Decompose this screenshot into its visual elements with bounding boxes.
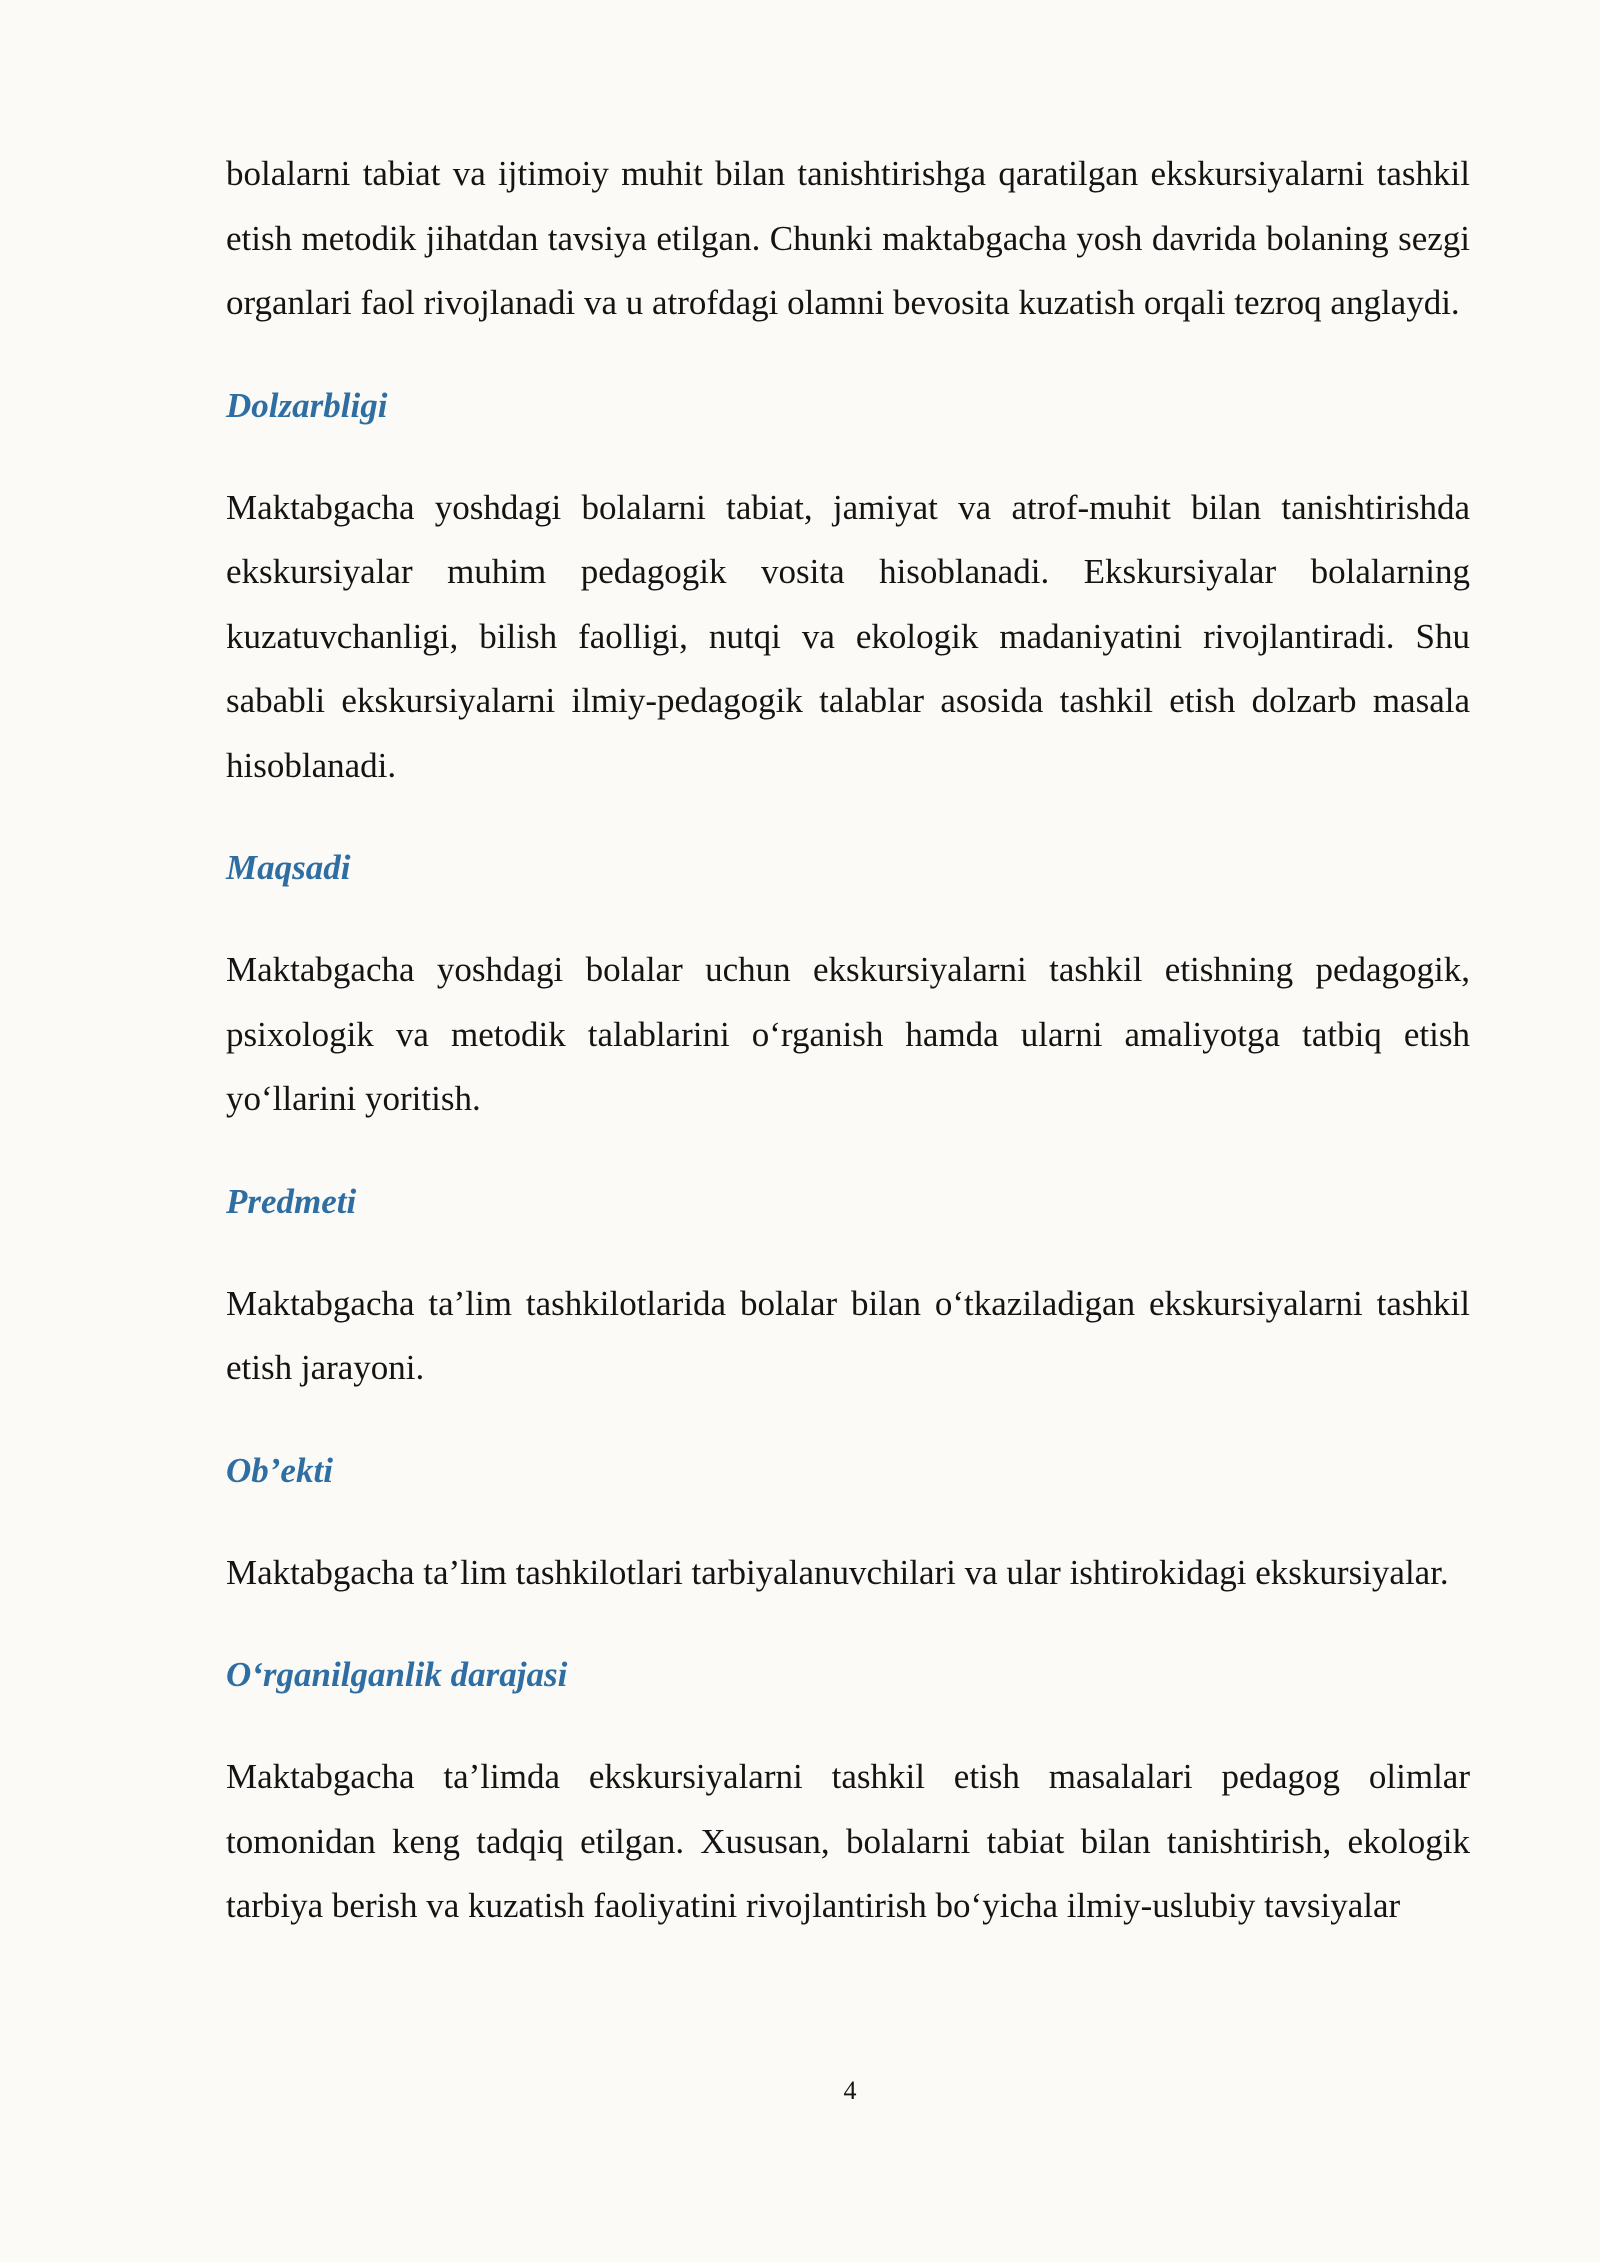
section-heading-organilganlik: O‘rganilganlik darajasi	[226, 1655, 568, 1694]
section-text-predmeti: Maktabgacha ta’lim tashkilotlarida bolalar bilan o‘tkaziladigan ekskursiyalarni tashkil etish jarayoni.	[226, 1283, 1470, 1387]
page-number: 4	[843, 2076, 857, 2105]
page-content	[226, 142, 1470, 1939]
section-heading-dolzarbligi: Dolzarbligi	[226, 385, 388, 425]
section-heading-maqsadi: Maqsadi	[226, 848, 351, 887]
section-text-organilganlik: Maktabgacha ta’limda ekskursiyalarni tashkil etish masalalari pedagog olimlar tomonidan keng tadqiq etilgan. Xususan, bolalarni tabiat bilan tanishtirish, ekologik tarbiya berish va kuzatish faoliyatini rivojlantirish bo‘yicha ilmiy-uslubiy tavsiyalar	[226, 1757, 1470, 1925]
section-text-obekti: Maktabgacha ta’lim tashkilotlari tarbiyalanuvchilari va ular ishtirokidagi ekskursiyalar.	[226, 1552, 1449, 1592]
section-heading-predmeti: Predmeti	[226, 1181, 357, 1221]
intro-paragraph: bolalarni tabiat va ijtimoiy muhit bilan tanishtirishga qaratilgan ekskursiyalarni tashkil etish metodik jihatdan tavsiya etilgan. Chunki maktabgacha yosh davrida bolaning sezgi organlari faol rivojlanadi va u atrofdagi olamni bevosita kuzatish orqali tezroq anglaydi.	[226, 154, 1470, 322]
section-heading-obekti: Ob’ekti	[226, 1450, 333, 1490]
section-text-maqsadi: Maktabgacha yoshdagi bolalar uchun ekskursiyalarni tashkil etishning pedagogik, psixologik va metodik talablarini o‘rganish hamda ularni amaliyotga tatbiq etish yo‘llarini yoritish.	[226, 950, 1470, 1118]
section-text-dolzarbligi: Maktabgacha yoshdagi bolalarni tabiat, jamiyat va atrof-muhit bilan tanishtirishda ekskursiyalar muhim pedagogik vosita hisoblanadi. Ekskursiyalar bolalarning kuzatuvchanligi, bilish faolligi, nutqi va ekologik madaniyatini rivojlantiradi. Shu sababli ekskursiyalarni ilmiy-pedagogik talablar asosida tashkil etish dolzarb masala hisoblanadi.	[226, 487, 1470, 785]
